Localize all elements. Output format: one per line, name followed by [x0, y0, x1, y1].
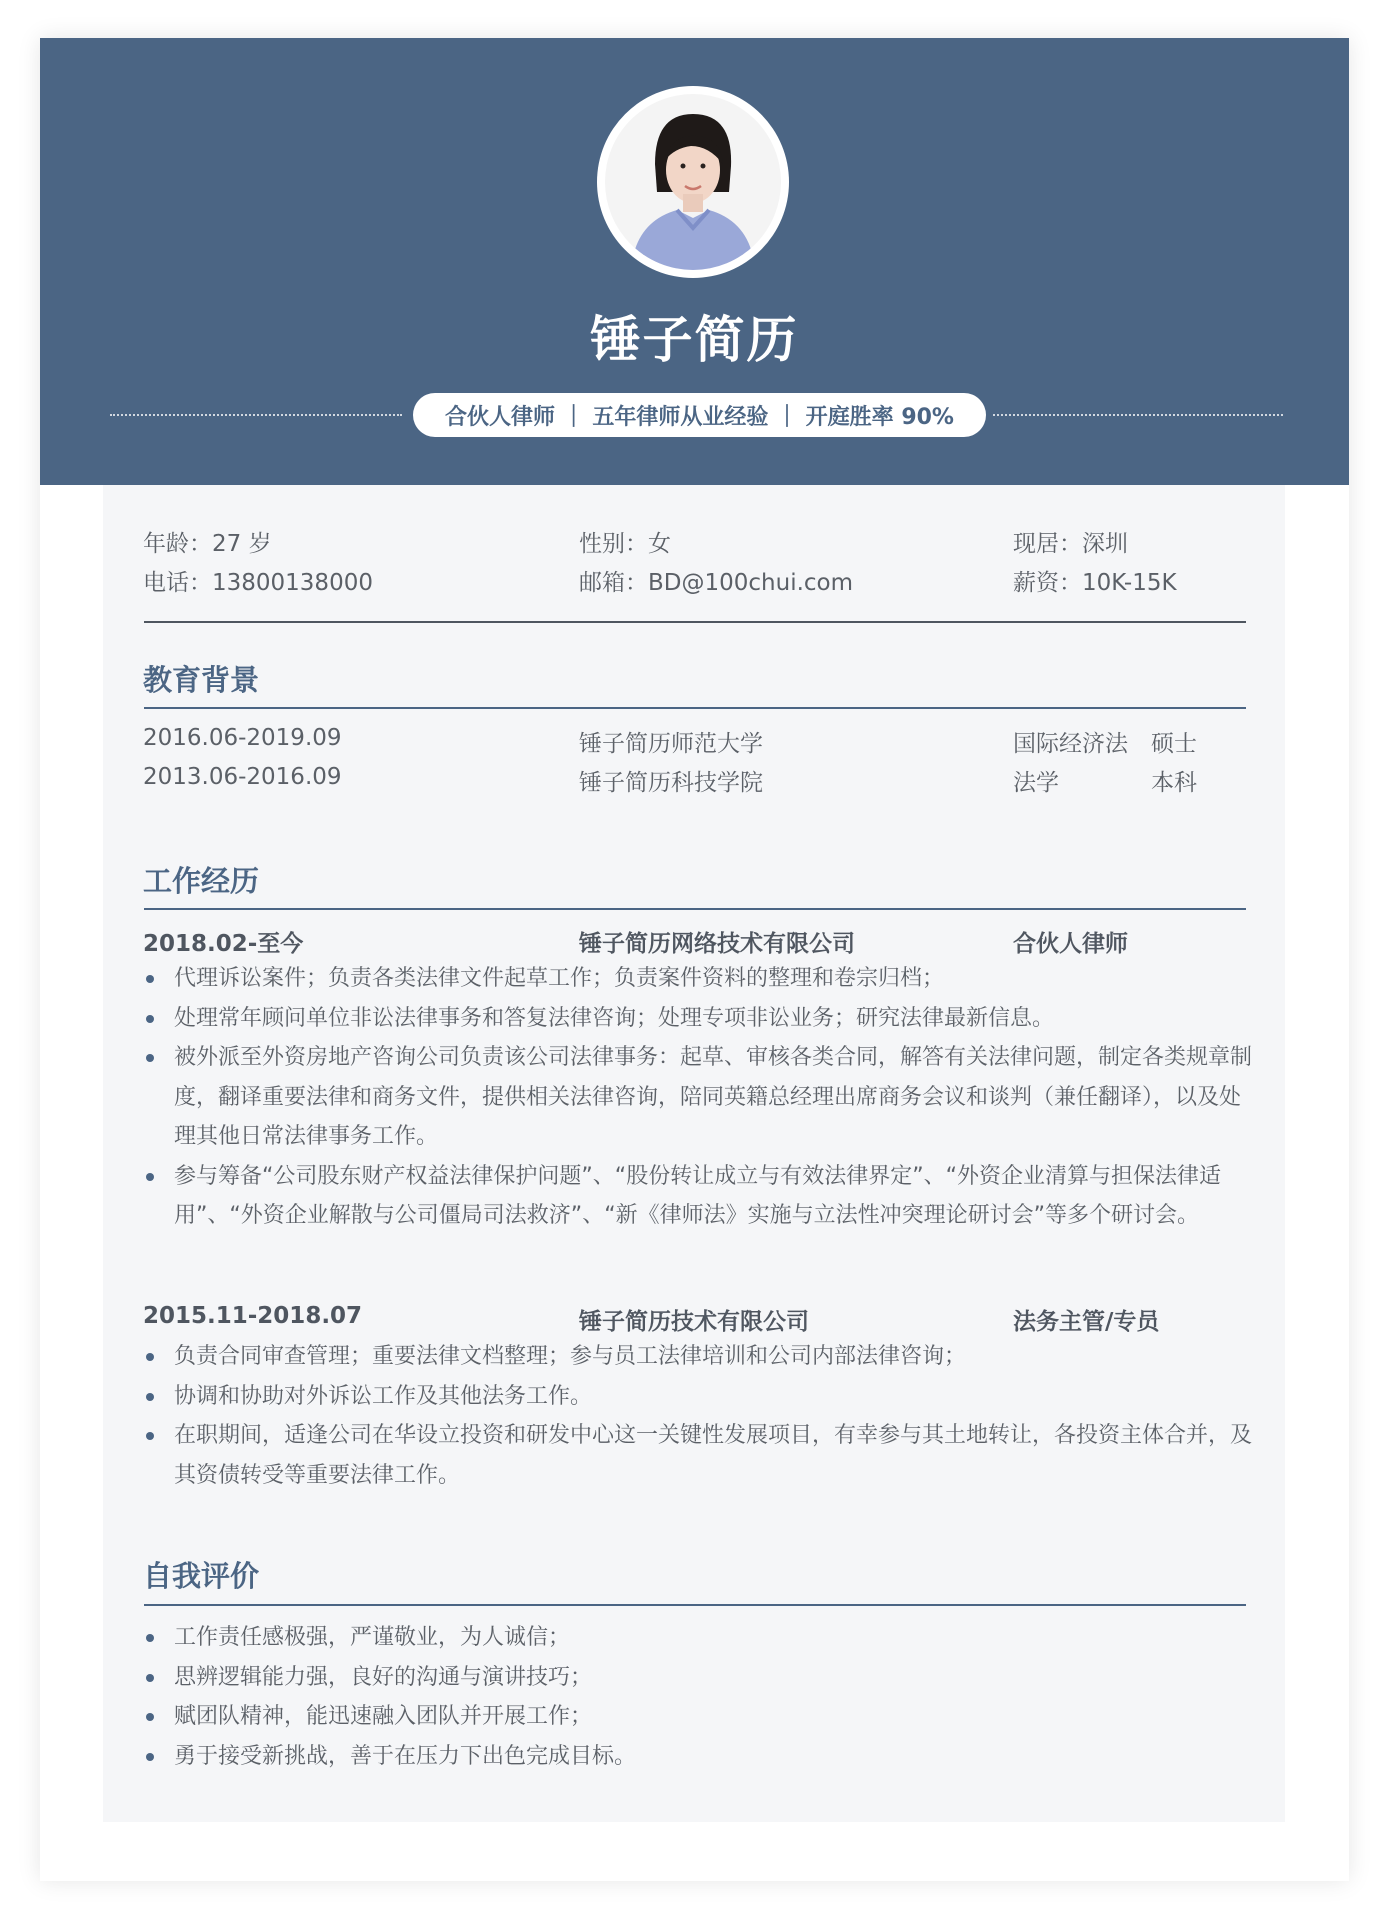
- list-item: [143, 1038, 1253, 1157]
- job-company: 锤子简历技术有限公司: [579, 1309, 809, 1335]
- education-school: 锤子简历师范大学: [579, 731, 763, 757]
- list-item: [143, 999, 1253, 1039]
- list-item: [143, 959, 1253, 999]
- list-item-text: 代理诉讼案件；负责各类法律文件起草工作；负责案件资料的整理和卷宗归档；: [174, 966, 945, 991]
- self-eval-list: [143, 1618, 1253, 1776]
- resume-name: 锤子简历: [590, 311, 799, 369]
- job-position: 法务主管/专员: [1013, 1309, 1160, 1335]
- bullet-dot-icon: [146, 1393, 154, 1401]
- job-duties-list: [143, 1337, 1253, 1495]
- work-underline: [144, 908, 1246, 910]
- list-item: [143, 1737, 1253, 1777]
- list-item-text: 协调和协助对外诉讼工作及其他法务工作。: [174, 1383, 593, 1409]
- list-item-text: 负责合同审查管理；重要法律文档整理；参与员工法律培训和公司内部法律咨询；: [174, 1344, 967, 1369]
- info-location: 现居：深圳: [1013, 531, 1128, 557]
- list-item-text: 参与筹备“公司股东财产权益法律保护问题”、“股份转让成立与有效法律界定”、“外资企业清算与担保法律适用”、“外资企业解散与公司僵局司法救济”、“新《律师法》实施与立法性冲突理论研讨会”等多个研讨会。: [174, 1163, 1221, 1228]
- self-eval-title: 自我评价: [143, 1559, 260, 1593]
- list-item: [143, 1658, 1253, 1698]
- list-item: [143, 1618, 1253, 1658]
- bullet-dot-icon: [146, 1713, 154, 1721]
- list-item-text: 思辨逻辑能力强，良好的沟通与演讲技巧；: [174, 1664, 593, 1690]
- job-period: 2015.11-2018.07: [143, 1303, 363, 1329]
- list-item-text: 赋团队精神，能迅速融入团队并开展工作；: [174, 1704, 593, 1729]
- education-underline: [144, 707, 1246, 709]
- list-item: [143, 1377, 1253, 1417]
- bullet-dot-icon: [146, 1054, 154, 1062]
- header-banner: [40, 38, 1349, 485]
- job-company: 锤子简历网络技术有限公司: [579, 931, 855, 957]
- education-major: 法学: [1013, 770, 1059, 796]
- list-item-text: 在职期间，适逢公司在华设立投资和研发中心这一关键性发展项目，有幸参与其土地转让，各投资主体合并，及其资债转受等重要法律工作。: [174, 1423, 1253, 1488]
- self-eval-underline: [144, 1604, 1246, 1606]
- tagline-divider-left: [110, 414, 402, 416]
- list-item: [143, 1697, 1253, 1737]
- tagline-pill: 合伙人律师 ｜ 五年律师从业经验 ｜ 开庭胜率 90%: [413, 393, 986, 437]
- education-period: 2016.06-2019.09: [143, 725, 342, 751]
- education-degree: 硕士: [1151, 731, 1197, 757]
- bullet-dot-icon: [146, 1753, 154, 1761]
- bullet-dot-icon: [146, 975, 154, 983]
- info-phone: 电话：13800138000: [143, 570, 373, 596]
- education-title: 教育背景: [143, 663, 260, 697]
- education-degree: 本科: [1151, 770, 1197, 796]
- job-position: 合伙人律师: [1013, 931, 1128, 957]
- bullet-dot-icon: [146, 1173, 154, 1181]
- avatar: [597, 86, 789, 278]
- bullet-dot-icon: [146, 1353, 154, 1361]
- avatar-photo: [605, 94, 781, 270]
- list-item-text: 工作责任感极强，严谨敬业，为人诚信；: [174, 1625, 571, 1650]
- list-item: [143, 1157, 1253, 1236]
- work-title: 工作经历: [143, 864, 260, 898]
- list-item-text: 被外派至外资房地产咨询公司负责该公司法律事务：起草、审核各类合同，解答有关法律问题，制定各类规章制度，翻译重要法律和商务文件，提供相关法律咨询，陪同英籍总经理出席商务会议和谈判（兼任翻译），以及处理其他日常法律事务工作。: [174, 1045, 1253, 1149]
- bullet-dot-icon: [146, 1634, 154, 1642]
- bullet-dot-icon: [146, 1432, 154, 1440]
- job-period: 2018.02-至今: [143, 931, 304, 957]
- resume-page: [40, 38, 1349, 1881]
- bullet-dot-icon: [146, 1015, 154, 1023]
- job-duties-list: [143, 959, 1253, 1236]
- resume-body: [103, 485, 1285, 1822]
- education-period: 2013.06-2016.09: [143, 764, 342, 790]
- tagline-divider-right: [993, 414, 1283, 416]
- info-divider: [144, 621, 1246, 623]
- info-age: 年龄：27 岁: [143, 531, 272, 557]
- bullet-dot-icon: [146, 1674, 154, 1682]
- list-item-text: 处理常年顾问单位非讼法律事务和答复法律咨询；处理专项非讼业务；研究法律最新信息。: [174, 1005, 1055, 1031]
- list-item: [143, 1416, 1253, 1495]
- education-school: 锤子简历科技学院: [579, 770, 763, 796]
- education-major: 国际经济法: [1013, 731, 1128, 757]
- info-email: 邮箱：BD@100chui.com: [579, 570, 854, 596]
- list-item-text: 勇于接受新挑战，善于在压力下出色完成目标。: [174, 1743, 637, 1769]
- info-gender: 性别：女: [579, 531, 671, 557]
- info-salary: 薪资：10K-15K: [1013, 570, 1177, 596]
- list-item: [143, 1337, 1253, 1377]
